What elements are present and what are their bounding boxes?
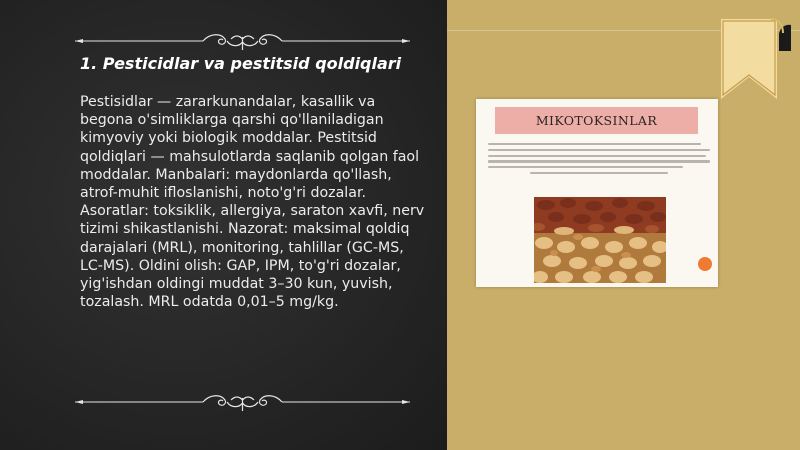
scroll-ornament-icon [75, 29, 410, 53]
scroll-ornament-icon [75, 390, 410, 414]
card-banner-title: MIKOTOKSINLAR [495, 107, 698, 134]
card-text-lines [488, 143, 710, 178]
orange-dot-icon [698, 257, 712, 271]
image-card [476, 99, 718, 287]
slide-title: 1. Pesticidlar va pestitsid qoldiqlari [80, 54, 402, 73]
bookmark-ribbon-icon [719, 17, 793, 101]
slide-body-text: Pestisidlar — zararkunandalar, kasallik va begona o'simliklarga qarshi qo'llaniladigan kimyoviy yoki biologik moddalar. Pestitsid qoldiqlari — mahsulotlarda saqlanib qolgan faol moddalar. Manbalari: maydonlarda qo'llash, atrof-muhit ifloslanishi, noto'g'ri dozalar. Asoratlar: toksiklik, allergiya, saraton xavfi, nerv tizimi shikastlanishi. Nazorat: maksimal qoldiq darajalari (MRL), monitoring, tahlillar (GC-MS, LC-MS). Oldini olish: GAP, IPM, to'g'ri dozalar, yig'ishdan oldingi muddat 3–30 kun, yuvish, tozalash. MRL odatda 0,01–5 mg/kg. [80, 94, 425, 311]
mixed-nuts-photo [534, 197, 666, 283]
